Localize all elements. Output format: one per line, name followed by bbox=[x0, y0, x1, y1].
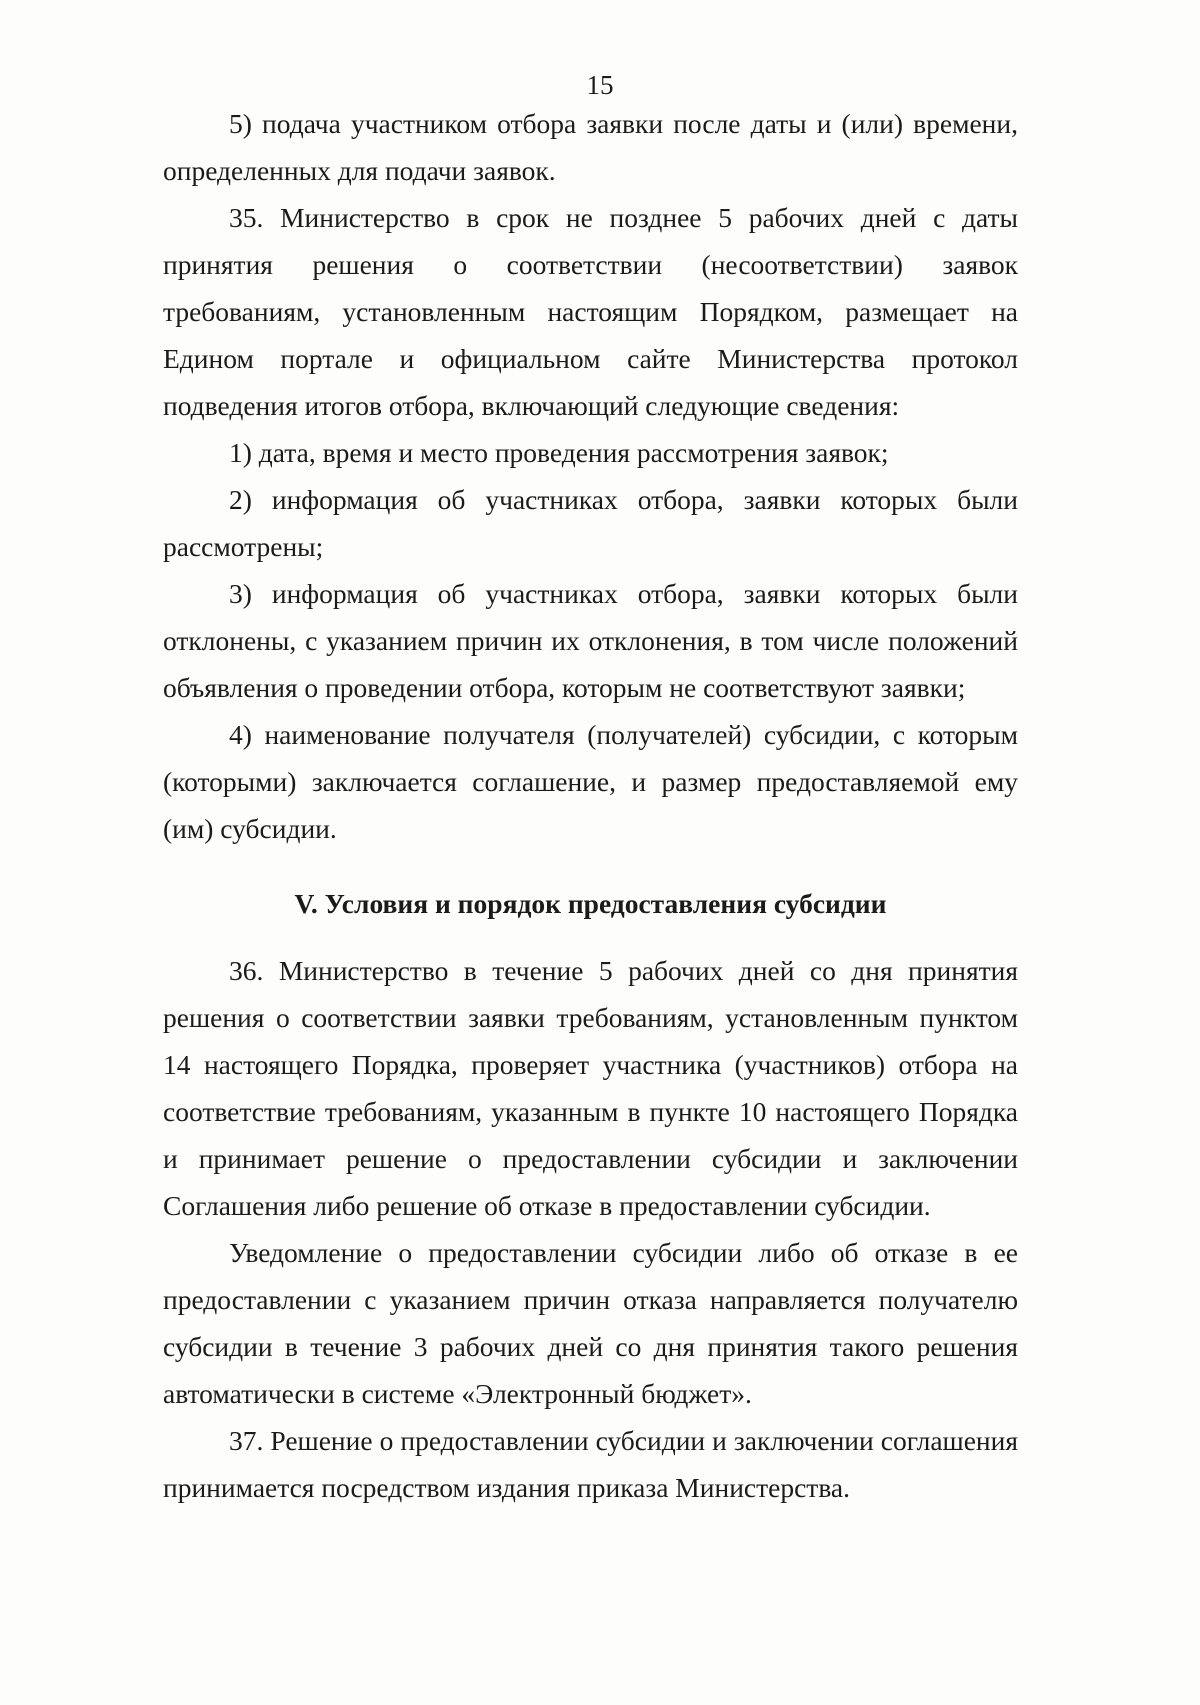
page-number: 15 bbox=[586, 70, 614, 100]
paragraph-item-4: 4) наименование получателя (получателей) субсидии, с которым (которыми) заключается соглашение, и размер предоставляемой ему (им) субсидии. bbox=[163, 719, 1018, 844]
paragraph-item-1: 1) дата, время и место проведения рассмотрения заявок; bbox=[229, 437, 889, 468]
paragraph-item-5: 5) подача участником отбора заявки после даты и (или) времени, определенных для подачи заявок. bbox=[163, 108, 1018, 186]
paragraph-item-3: 3) информация об участниках отбора, заявки которых были отклонены, с указанием причин их отклонения, в том числе положений объявления о проведении отбора, которым не соответствуют заявки; bbox=[163, 578, 1018, 703]
paragraph-item-2: 2) информация об участниках отбора, заявки которых были рассмотрены; bbox=[163, 484, 1018, 562]
document-body bbox=[163, 100, 1018, 1511]
section-heading: V. Условия и порядок предоставления субсидии bbox=[294, 888, 887, 919]
paragraph-clause-36: 36. Министерство в течение 5 рабочих дней со дня принятия решения о соответствии заявки требованиям, установленным пунктом 14 настоящего Порядка, проверяет участника (участников) отбора на соответствие требованиям, указанным в пункте 10 настоящего Порядка и принимает решение о предоставлении субсидии и заключении Соглашения либо решение об отказе в предоставлении субсидии. bbox=[163, 955, 1018, 1221]
paragraph-notification: Уведомление о предоставлении субсидии либо об отказе в ее предоставлении с указанием причин отказа направляется получателю субсидии в течение 3 рабочих дней со дня принятия такого решения автоматически в системе «Электронный бюджет». bbox=[163, 1237, 1018, 1409]
paragraph-clause-37: 37. Решение о предоставлении субсидии и заключении соглашения принимается посредством издания приказа Министерства. bbox=[163, 1425, 1018, 1503]
paragraph-clause-35: 35. Министерство в срок не позднее 5 рабочих дней с даты принятия решения о соответствии (несоответствии) заявок требованиям, установленным настоящим Порядком, размещает на Едином портале и официальном сайте Министерства протокол подведения итогов отбора, включающий следующие сведения: bbox=[163, 202, 1018, 421]
